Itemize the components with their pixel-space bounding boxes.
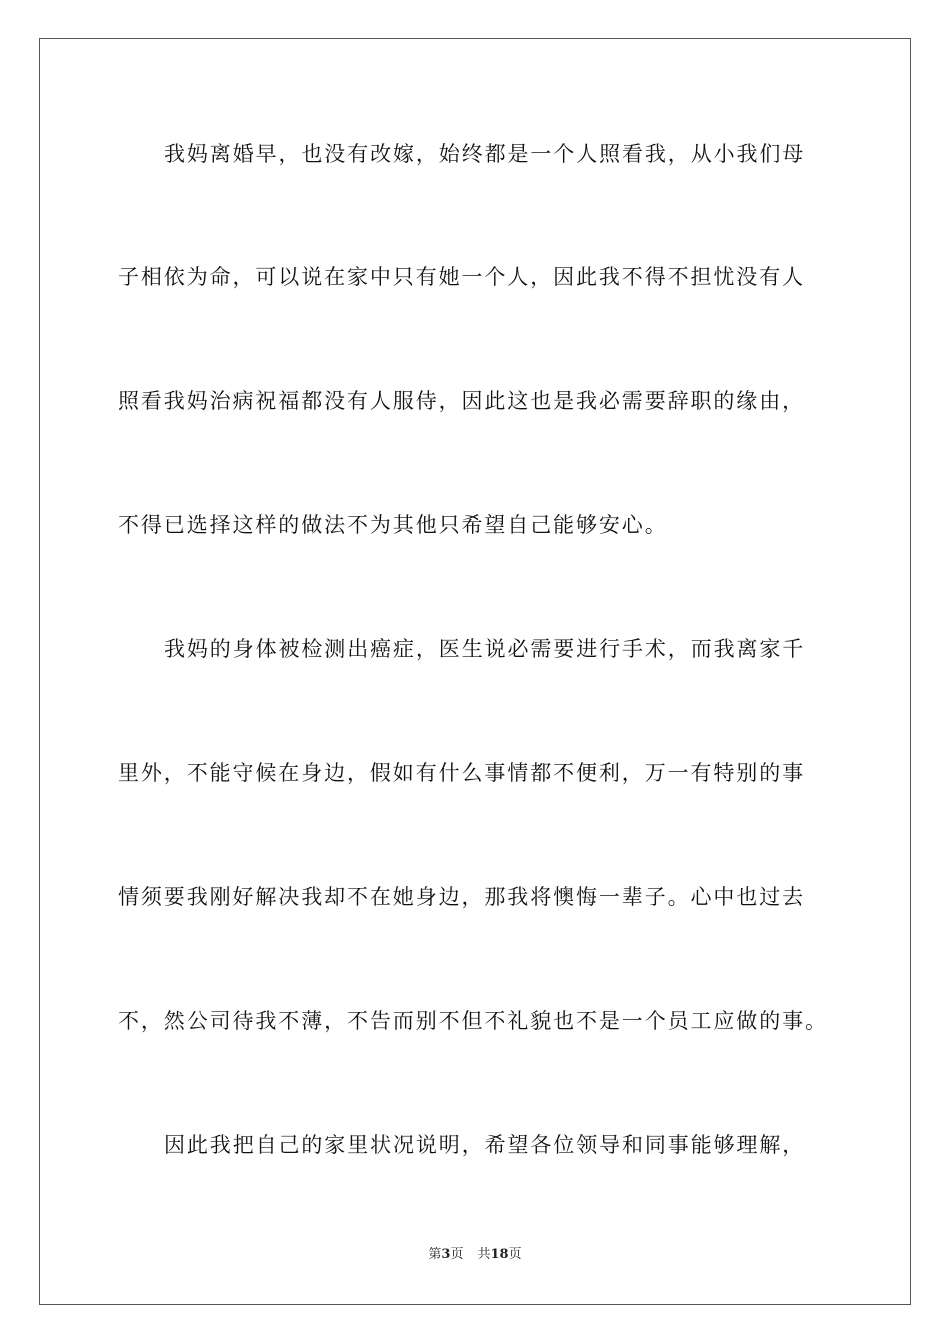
page-border (39, 38, 911, 1305)
paragraph-2-line-4: 不，然公司待我不薄，不告而别不但不礼貌也不是一个员工应做的事。 (118, 1009, 828, 1033)
paragraph-2-line-1: 我妈的身体被检测出癌症，医生说必需要进行手术，而我离家千 (164, 637, 806, 661)
paragraph-3-line-1: 因此我把自己的家里状况说明，希望各位领导和同事能够理解， (164, 1133, 806, 1157)
page-prefix: 第 (428, 1247, 442, 1262)
total-pages: 18 (490, 1247, 509, 1262)
page-suffix: 页 (450, 1247, 464, 1262)
page-number: 3 (441, 1247, 451, 1262)
paragraph-1-line-1: 我妈离婚早，也没有改嫁，始终都是一个人照看我，从小我们母 (164, 142, 806, 166)
total-prefix: 共 (477, 1247, 491, 1262)
paragraph-1-line-4: 不得已选择这样的做法不为其他只希望自己能够安心。 (118, 513, 668, 537)
total-suffix: 页 (508, 1247, 522, 1262)
paragraph-2-line-3: 情须要我刚好解决我却不在她身边，那我将懊悔一辈子。心中也过去 (118, 885, 805, 909)
paragraph-2-line-2: 里外，不能守候在身边，假如有什么事情都不便利，万一有特别的事 (118, 761, 805, 785)
paragraph-1-line-3: 照看我妈治病祝福都没有人服侍，因此这也是我必需要辞职的缘由， (118, 389, 805, 413)
page-footer (0, 1246, 950, 1264)
paragraph-1-line-2: 子相依为命，可以说在家中只有她一个人，因此我不得不担忧没有人 (118, 265, 805, 289)
